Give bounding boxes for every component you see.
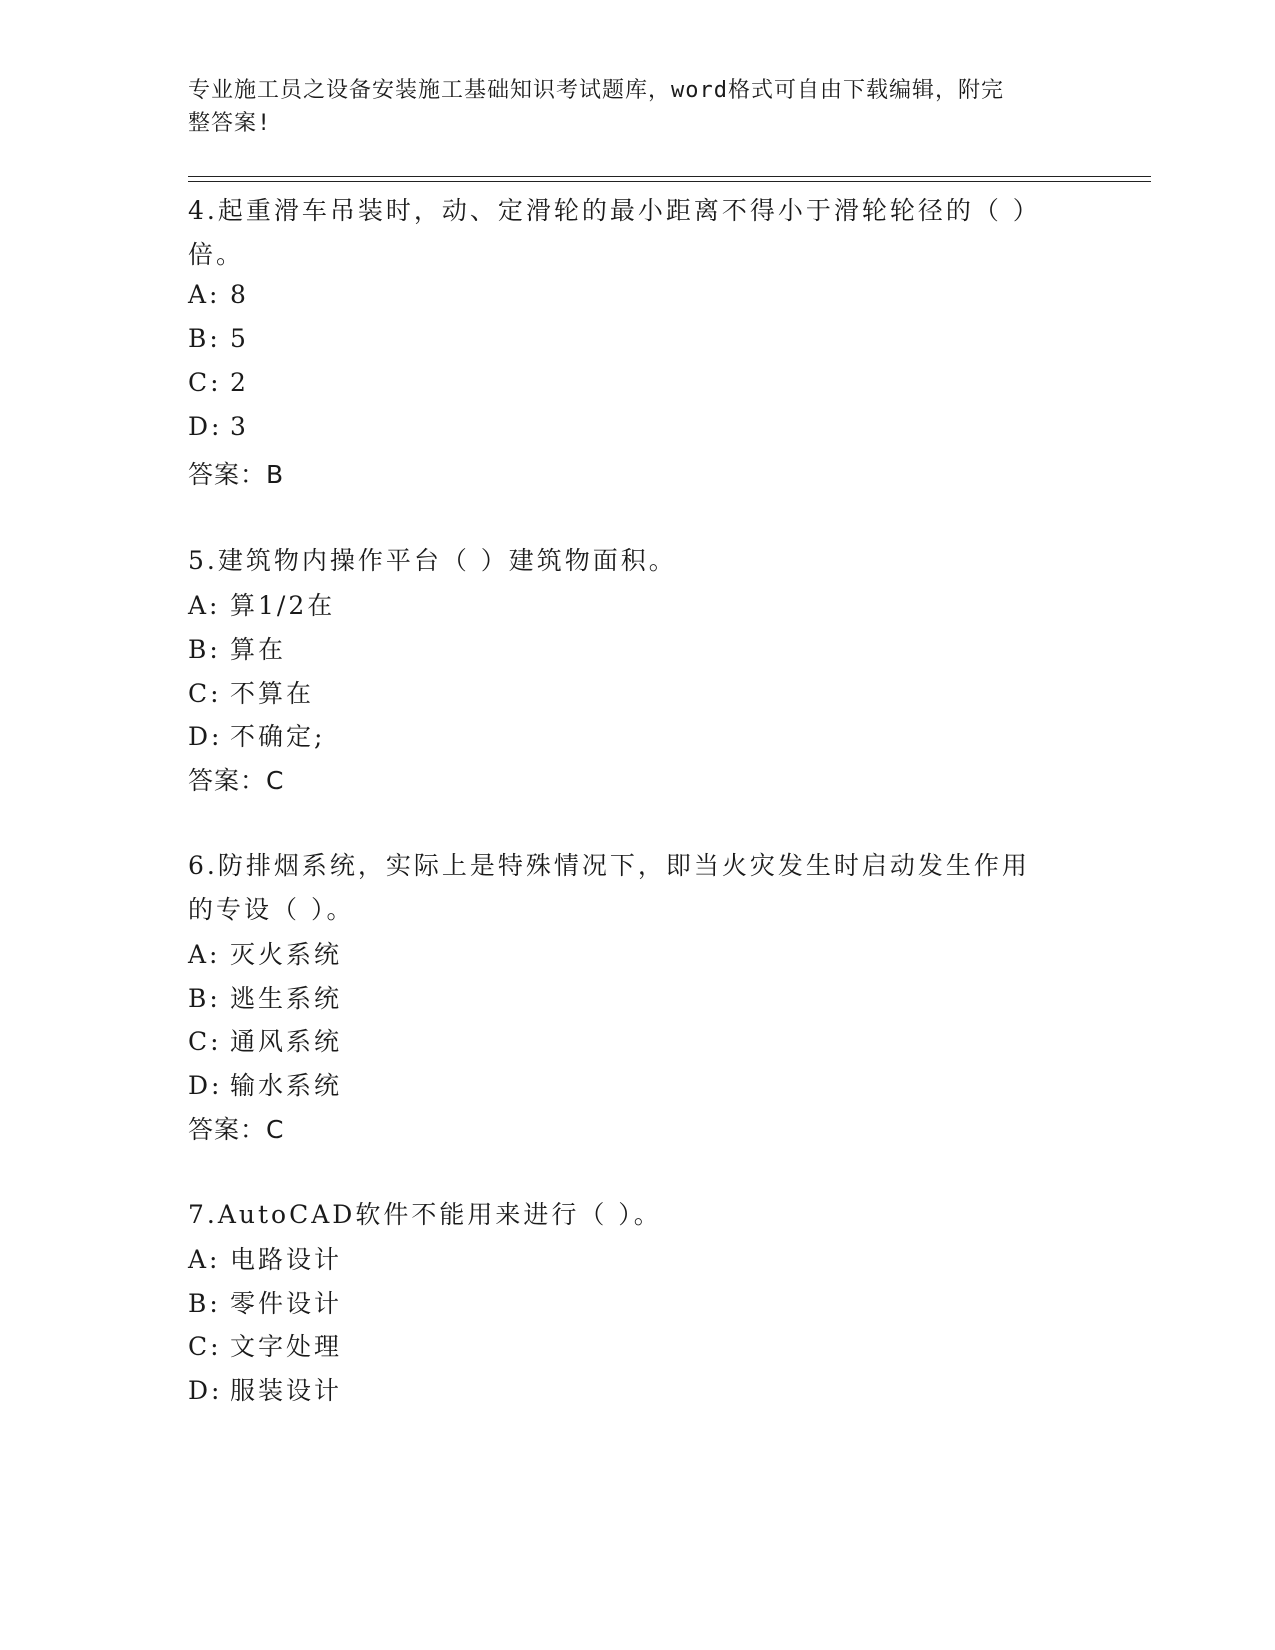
question-4-option-b: [188, 324, 249, 353]
option-text: 2: [230, 368, 249, 397]
header-line-1: 专业施工员之设备安装施工基础知识考试题库，word格式可自由下载编辑，附完: [188, 78, 1004, 103]
question-7-option-c: [188, 1327, 342, 1363]
option-label: C:: [188, 368, 222, 397]
option-label: B:: [188, 635, 221, 664]
question-5-option-c: [188, 674, 314, 710]
option-label: A:: [188, 1245, 221, 1274]
option-text: 输水系统: [230, 1071, 343, 1100]
option-text: 文字处理: [230, 1332, 343, 1361]
question-6-stem-line-2: 的专设（ ）。: [188, 895, 355, 924]
question-4-answer: 答案：B: [188, 460, 285, 489]
question-6-answer: 答案：C: [188, 1115, 285, 1144]
option-text: 灭火系统: [230, 940, 343, 969]
question-6-option-c: [188, 1022, 342, 1058]
question-7-option-d: [188, 1371, 342, 1407]
question-5-answer: 答案：C: [188, 766, 285, 795]
option-label: B:: [188, 1289, 221, 1318]
option-label: A:: [188, 940, 221, 969]
question-6-option-a: [188, 935, 342, 971]
question-7-stem-line-1: 7.AutoCAD软件不能用来进行（ ）。: [188, 1200, 662, 1229]
option-label: D:: [188, 1071, 223, 1100]
header-divider-bottom: [188, 181, 1151, 182]
document-header: [188, 74, 1068, 140]
question-5-option-a: [188, 586, 335, 622]
option-text: 服装设计: [230, 1376, 343, 1405]
option-text: 8: [230, 280, 249, 309]
question-7-option-a: [188, 1240, 342, 1276]
question-6-option-b: [188, 979, 342, 1015]
question-4-stem-line-2: 倍。: [188, 240, 245, 269]
option-text: 电路设计: [230, 1245, 343, 1274]
question-4-option-d: [188, 412, 249, 441]
option-text: 3: [230, 412, 249, 441]
header-divider-top: [188, 176, 1151, 177]
option-text: 零件设计: [230, 1289, 343, 1318]
question-4-option-a: [188, 280, 249, 309]
option-label: A:: [188, 280, 221, 309]
option-text: 不算在: [230, 679, 315, 708]
option-label: B:: [188, 324, 221, 353]
option-label: C:: [188, 1027, 222, 1056]
option-label: D:: [188, 1376, 223, 1405]
option-text: 算在: [230, 635, 287, 664]
option-label: C:: [188, 679, 222, 708]
question-4-option-c: [188, 368, 249, 397]
option-label: C:: [188, 1332, 222, 1361]
question-5-stem-line-1: 5.建筑物内操作平台（ ）建筑物面积。: [188, 546, 677, 575]
option-label: A:: [188, 591, 221, 620]
option-text: 逃生系统: [230, 984, 343, 1013]
question-6-stem-line-1: 6.防排烟系统，实际上是特殊情况下，即当火灾发生时启动发生作用: [188, 851, 1030, 880]
option-text: 不确定;: [230, 722, 326, 751]
option-text: 算1/2在: [230, 591, 336, 620]
question-7-option-b: [188, 1284, 342, 1320]
option-label: D:: [188, 722, 223, 751]
option-text: 通风系统: [230, 1027, 343, 1056]
question-5-option-b: [188, 630, 286, 666]
question-5-option-d: [188, 717, 325, 753]
question-6-option-d: [188, 1066, 342, 1102]
option-text: 5: [230, 324, 249, 353]
question-4-stem-line-1: 4.起重滑车吊装时，动、定滑轮的最小距离不得小于滑轮轮径的（ ）: [188, 196, 1041, 225]
header-line-2: 整答案!: [188, 111, 272, 136]
option-label: B:: [188, 984, 221, 1013]
option-label: D:: [188, 412, 223, 441]
